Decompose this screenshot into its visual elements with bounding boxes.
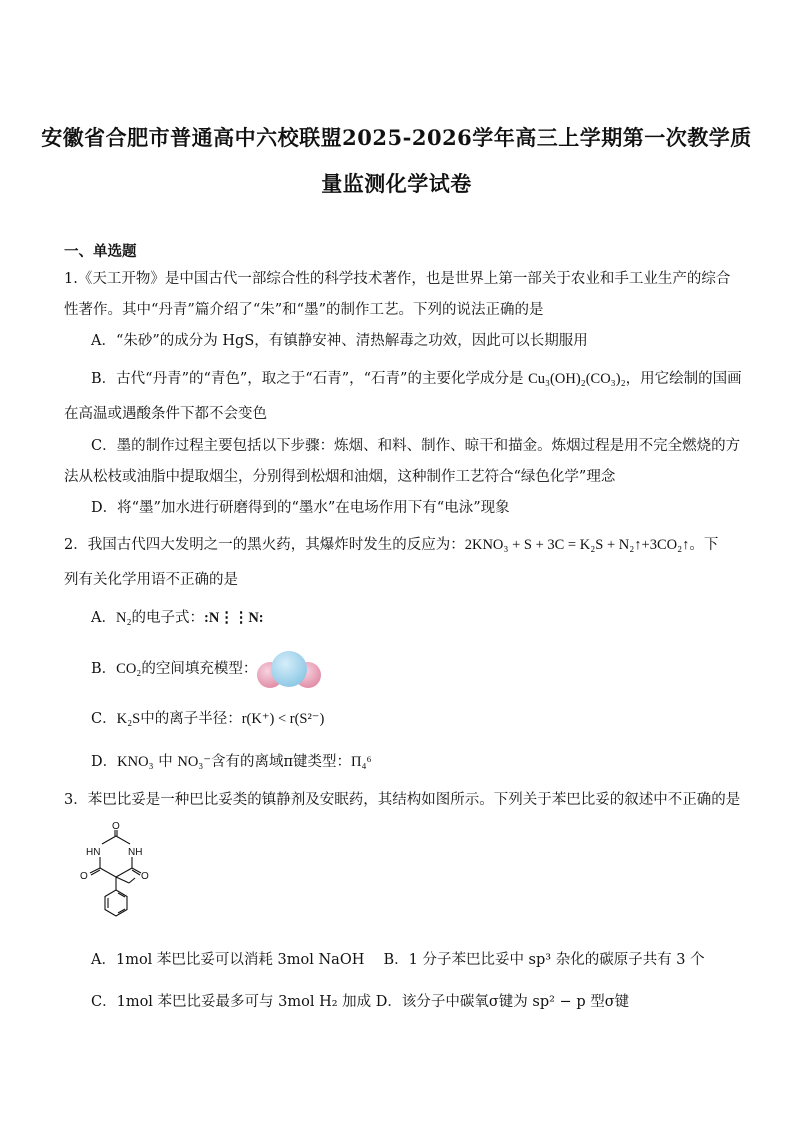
q2-stem-line2: 列有关化学用语不正确的是 — [64, 572, 238, 588]
structure-label-o-left: O — [80, 871, 88, 882]
section-heading: 一、单选题 — [64, 243, 137, 260]
exam-title-line2: 量监测化学试卷 — [321, 171, 472, 196]
q1-option-c-line1: C．墨的制作过程主要包括以下步骤：炼烟、和料、制作、晾干和描金。炼烟过程是用不完全燃烧的方 — [91, 438, 741, 454]
q2-option-a-electron-formula: :N⋮⋮N: — [204, 610, 264, 626]
q2-option-c-radius-relation: r(K⁺) < r(S²⁻) — [241, 711, 325, 727]
q2-option-a-label: A． — [91, 610, 116, 626]
q2-option-d-label: D． — [91, 754, 118, 770]
structure-label-o-right: O — [141, 871, 149, 882]
q2-option-a-formula: N₂ — [115, 610, 132, 626]
q1-option-d: D．将“墨”加水进行研磨得到的“墨水”在电场作用下有“电泳”现象 — [91, 500, 510, 516]
q2-option-b-label: B． — [91, 661, 117, 677]
q2-option-a-text: 的电子式： — [131, 610, 205, 626]
q1-option-b-text: B．古代“丹青”的“青色”，取之于“石青”，“石青”的主要化学成分是 — [91, 371, 529, 387]
q2-reaction-equation: 2KNO₃ + S + 3C = K₂S + N₂↑+3CO₂↑ — [464, 537, 690, 553]
q3-stem: 3．苯巴比妥是一种巴比妥类的镇静剂及安眠药，其结构如图所示。下列关于苯巴比妥的叙述中不正确的是 — [64, 792, 741, 808]
q1-stem-line2: 性著作。其中“丹青”篇介绍了“朱”和“墨”的制作工艺。下列的说法正确的是 — [64, 302, 544, 318]
q2-option-d-ion: NO₃⁻ — [177, 754, 211, 770]
q1-option-a: A．“朱砂”的成分为 HgS，有镇静安神、清热解毒之功效，因此可以长期服用 — [91, 333, 588, 349]
q2-option-d-mid: 中 — [153, 754, 178, 770]
q2-stem-tail: 。下 — [689, 537, 719, 553]
q2-option-d-formula: KNO₃ — [117, 754, 154, 770]
phenobarbital-structure — [78, 822, 178, 932]
q2-option-a — [91, 608, 264, 628]
q2-option-d-text: 含有的离域π键类型： — [211, 754, 352, 770]
q2-stem-text: 2．我国古代四大发明之一的黑火药，其爆炸时发生的反应为： — [64, 537, 465, 553]
q2-option-c-text: 中的离子半径： — [140, 711, 242, 727]
structure-label-nh: NH — [128, 847, 143, 858]
q2-option-c — [91, 709, 324, 729]
q3-options-ab: A．1mol 苯巴比妥可以消耗 3mol NaOH B．1 分子苯巴比妥中 sp³ 杂化的碳原子共有 3 个 — [91, 952, 705, 968]
q1-stem-line1: 1.《天工开物》是中国古代一部综合性的科学技术著作，也是世界上第一部关于农业和手工业生产的综合 — [64, 271, 731, 287]
q3-options-cd: C．1mol 苯巴比妥最多可与 3mol H₂ 加成 D．该分子中碳氧σ键为 sp² − p 型σ键 — [91, 994, 630, 1010]
q2-option-d-pi-bond: Π₄⁶ — [351, 754, 372, 770]
q1-option-b-line1 — [91, 369, 742, 389]
q2-stem-line1 — [64, 535, 718, 555]
q2-option-c-formula: K₂S — [116, 711, 141, 727]
q1-option-b-formula: Cu₃(OH)₂(CO₃)₂ — [528, 371, 626, 387]
q2-option-b — [91, 659, 257, 679]
q2-option-b-formula: CO₂ — [116, 661, 142, 677]
q2-option-b-text: 的空间填充模型： — [141, 661, 258, 677]
exam-title-line1: 安徽省合肥市普通高中六校联盟2025-2026学年高三上学期第一次教学质 — [41, 125, 752, 150]
q1-option-c-line2: 法从松枝或油脂中提取烟尘，分别得到松烟和油烟，这种制作工艺符合“绿色化学”理念 — [64, 469, 616, 485]
q1-option-b-line2: 在高温或遇酸条件下都不会变色 — [64, 406, 267, 422]
co2-space-filling-model — [254, 650, 324, 692]
q1-option-b-tail: ，用它绘制的国画 — [625, 371, 742, 387]
structure-label-hn: HN — [86, 847, 101, 858]
q2-option-c-label: C． — [91, 711, 117, 727]
q2-option-d — [91, 752, 372, 772]
structure-label-o-top: O — [112, 822, 120, 832]
carbon-atom — [271, 651, 307, 687]
